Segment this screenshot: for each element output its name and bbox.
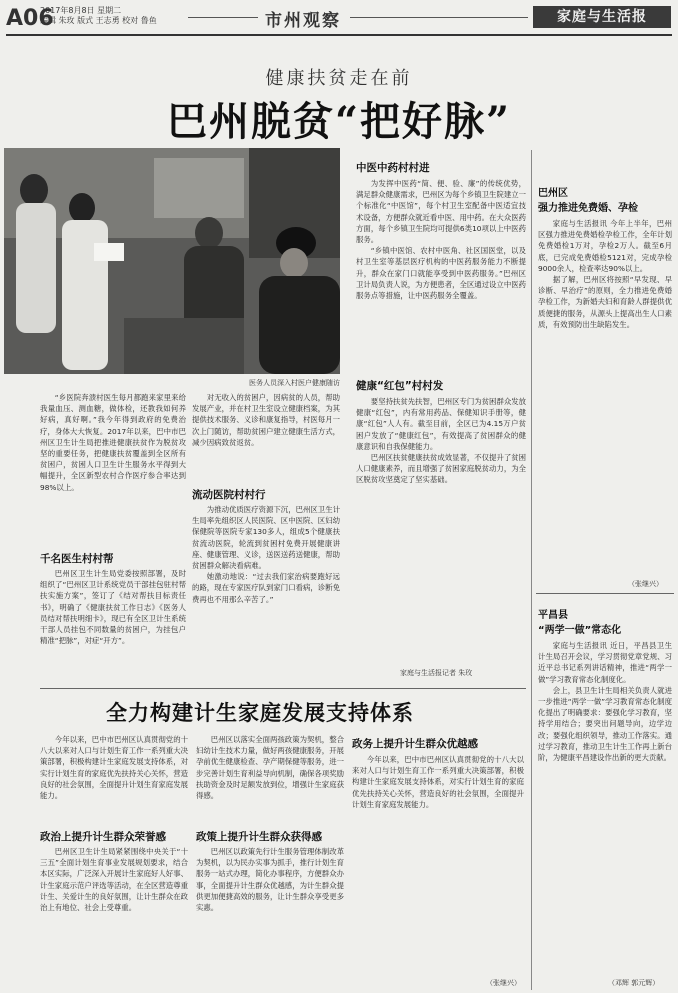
subhead-hongbao: 健康“红包”村村发 [356,380,444,392]
article2-headline: 全力构建计生家庭发展支持体系 [106,700,414,725]
photo-caption: 医务人员深入村医户健康随访 [249,379,340,387]
bazhou-paragraph: 家庭与生活报讯 今年上半年，巴州区强力推进免费婚检孕检工作，全年计划免费婚检1万对，孕检2万人。截至6月底，已完成免费婚检5121对，完成孕检9000余人，检查率达90%以上。 [538,219,672,273]
subhead-huode: 政策上提升计生群众获得感 [196,831,322,843]
qianming-column [40,568,186,678]
column-divider [531,150,532,990]
sidebar-title-pingchang: 平昌县 [538,610,568,621]
article2-col-b [196,734,344,822]
masthead-logo: 家庭与生活报 [533,6,671,28]
rongyu-paragraph: 巴州区卫生计生局紧紧围绕中央关于“十三五”全面计划生育事业发展规划要求，结合本区实际，广泛深入开展计生家庭好人好事、计生家庭示范户评选等活动，在全区营造尊重计生、关爱计生的良好氛围，让计生群众在政治上有地位、社会上受尊重。 [40,847,188,913]
byline: 家庭与生活报记者 朱玫 [400,669,473,677]
lead-paragraph: “乡医院奔溃村医生每月都跑来家里来给我量血压、测血糖，做体检，还教我如何养好病，真好啊。”我今年得到政府的免费治疗，身体大大恢复。2017年以来，巴中市巴州区卫生计生局把推进健康扶贫作为脱贫攻坚的重要任务，把健康扶贫覆盖到全区所有贫困户，贫困人口卫生计生服务水平得到大幅提升，全区新型农村合作医疗参合率达到98%以上。 [40,393,186,492]
header-rule [6,34,672,36]
article-headline: 巴州脱贫“把好脉” [166,98,511,145]
editor-credits: 编辑 朱玫 版式 王志勇 校对 鲁鱼 [40,16,157,25]
issue-date: 2017年8月8日 星期二 [40,6,122,15]
section-title: 市州观察 [265,11,341,31]
article-divider [40,688,526,689]
lead-paragraph-2: 对无收入的贫困户，因病贫的人员，帮助发展产业，并在村卫生室设立健康档案，为其提供技术服务、义诊和康复指导，村医每月一次上门随访，帮助贫困户建立健康生活方式，减少因病致贫返贫。 [192,393,340,447]
zhongyi-paragraph: 为发挥中医药“简、便、验、廉”的传统优势，满足群众健康需求，巴州区为每个乡镇卫生院建立一个标准化“中医馆”，每个村卫生室配备中医适宜技术设备，方便群众就近看中医、用中药。在大众医药方面，每个乡镇卫生院均可提供6类10项以上中医药服务。 [356,179,526,245]
huode-column [196,846,344,986]
sidebar-byline-2: （邓辉 郭元辉） [608,979,660,987]
subhead-qianming: 千名医生村村帮 [40,553,114,565]
header-meta [40,6,157,26]
section-rule-right [350,17,528,18]
sidebar-divider [536,593,674,594]
pingchang-paragraph: 家庭与生活报讯 近日，平昌县卫生计生局召开会议，学习贯彻党章党规、习近平总书记系列讲话精神，推进“两学一做”学习教育常态化制度化。 [538,641,672,684]
huode-paragraph: 巴州区以政策先行计生服务管理体制改革为契机，以为民办实事为抓手，推行计划生育服务一站式办理，简化办事程序，方便群众办事，全面提升计生群众优越感，为计生群众提供更加便捷高效的服务，让计生群众享受更多实惠。 [196,847,344,913]
subhead-rongyu: 政治上提升计生群众荣誉感 [40,831,166,843]
article2-lead-paragraph: 今年以来，巴中市巴州区认真贯彻党的十八大以来对人口与计划生育工作一系列重大决策部署，积极构建计生家庭发展支持体系，对实行计划生育的家庭优先扶持关心关怀，营造良好的社会氛围，全面提升计划生育家庭发展能力。 [40,735,188,801]
article-photo [4,148,340,374]
article-kicker: 健康扶贫走在前 [265,68,413,89]
sidebar-byline: （张继兴） [628,580,663,588]
pingchang-column [538,640,672,974]
bazhou-paragraph: 据了解，巴州区将按照“早发现、早诊断、早治疗”的原则，全力推进免费婚孕检工作，为新婚夫妇和育龄人群提供优质便捷的服务，从源头上提高出生人口素质，有效预防出生缺陷发生。 [538,275,672,329]
subhead-liudong: 流动医院村村行 [192,489,266,501]
pingchang-paragraph: 会上，县卫生计生局相关负责人就进一步推进“两学一做”学习教育常态化制度化提出了明确要求：要强化学习教育，坚持学用结合；要突出问题导向，边学边改；要强化组织领导，推动工作落实。通过学习教育，推动卫生计生工作再上新台阶，为健康平昌建设作出新的更大贡献。 [538,685,672,763]
zhongyi-paragraph: “乡镇中医馆、农村中医角、社区国医堂，以及村卫生室等基层医疗机构的中医药服务能力不断提升，群众在家门口就能享受到中医药服务。”巴州区卫计局负责人说，为方便患者，全区通过设立中医药服务点等措施，让中医药服务全覆盖。 [356,246,526,301]
article2-byline: （张继兴） [486,979,521,987]
youyue-column [352,754,524,972]
subhead-zhongyi: 中医中药村村进 [356,162,430,174]
liudong-paragraph: 她激动地说：“过去我们家治病要跑好远的路，现在专家医疗队到家门口看病，诊断免费再也不用那么辛苦了。” [192,572,340,604]
page-number: A06 [6,6,54,31]
rongyu-column [40,846,188,986]
subhead-youyue: 政务上提升计生群众优越感 [352,738,478,750]
liudong-paragraph: 为推动优质医疗资源下沉，巴州区卫生计生局率先组织区人民医院、区中医院、区妇幼保健院等医院专家130多人，组成5个健康扶贫流动医院，轮流到贫困村免费开展健康讲座、健康管理、义诊，送医送药送健康，帮助贫困群众解决看病难。 [192,505,340,571]
youyue-paragraph: 今年以来，巴中市巴州区认真贯彻党的十八大以来对人口与计划生育工作一系列重大决策部署，积极构建计生家庭发展支持体系，对实行计划生育的家庭优先扶持关心关怀，营造良好的社会氛围，全面提升计划生育家庭发展能力。 [352,755,524,809]
sidebar-subtitle-bazhou: 强力推进免费婚、孕检 [538,203,638,214]
article2-lead [40,734,188,822]
page-header [0,0,678,36]
hongbao-paragraph: 要坚持扶贫先扶智，巴州区专门为贫困群众发放健康“红包”，内有常用药品、保健知识手册等，健康“红包”人人有。截至目前，全区已为4.15万户贫困户发放了“健康红包”，有效提高了贫困群众的健康意识和自我保健能力。 [356,397,526,451]
sidebar-subtitle-pingchang: “两学一做”常态化 [538,625,622,636]
liudong-column [192,504,340,678]
huode-paragraph-lead: 巴州区以落实全面两孩政策为契机，整合妇幼计生技术力量，做好两孩健康服务，开展孕前优生健康检查、孕产期保健等服务，进一步完善计划生育利益导向机制，确保各项奖励扶助资金及时足额发放到位，增强计生家庭获得感。 [196,735,344,801]
zhongyi-column [356,178,526,370]
hongbao-paragraph: 巴州区扶贫健康扶贫成效显著，不仅提升了贫困人口健康素养，而且增强了贫困家庭脱贫动力，为全区脱贫攻坚奠定了坚实基础。 [356,453,526,485]
section-rule-left [188,17,258,18]
hongbao-column [356,396,526,662]
bazhou-column [538,218,672,576]
sidebar-title-bazhou: 巴州区 [538,188,568,199]
lead-column [40,392,186,542]
photo-illustration [4,148,340,374]
qianming-paragraph: 巴州区卫生计生局党委按照部署，及时组织了“巴州区卫计系统党员干部挂包驻村帮扶实施方案”，签订了《结对帮扶目标责任书》，明确了《健康扶贫工作日志》《医务人员结对帮扶明细卡》，现已有全区卫计生系统干部人员挂包不同数量的贫困户，为挂包户精准“把脉”，对症“开方”。 [40,569,186,646]
column-b [192,392,340,478]
